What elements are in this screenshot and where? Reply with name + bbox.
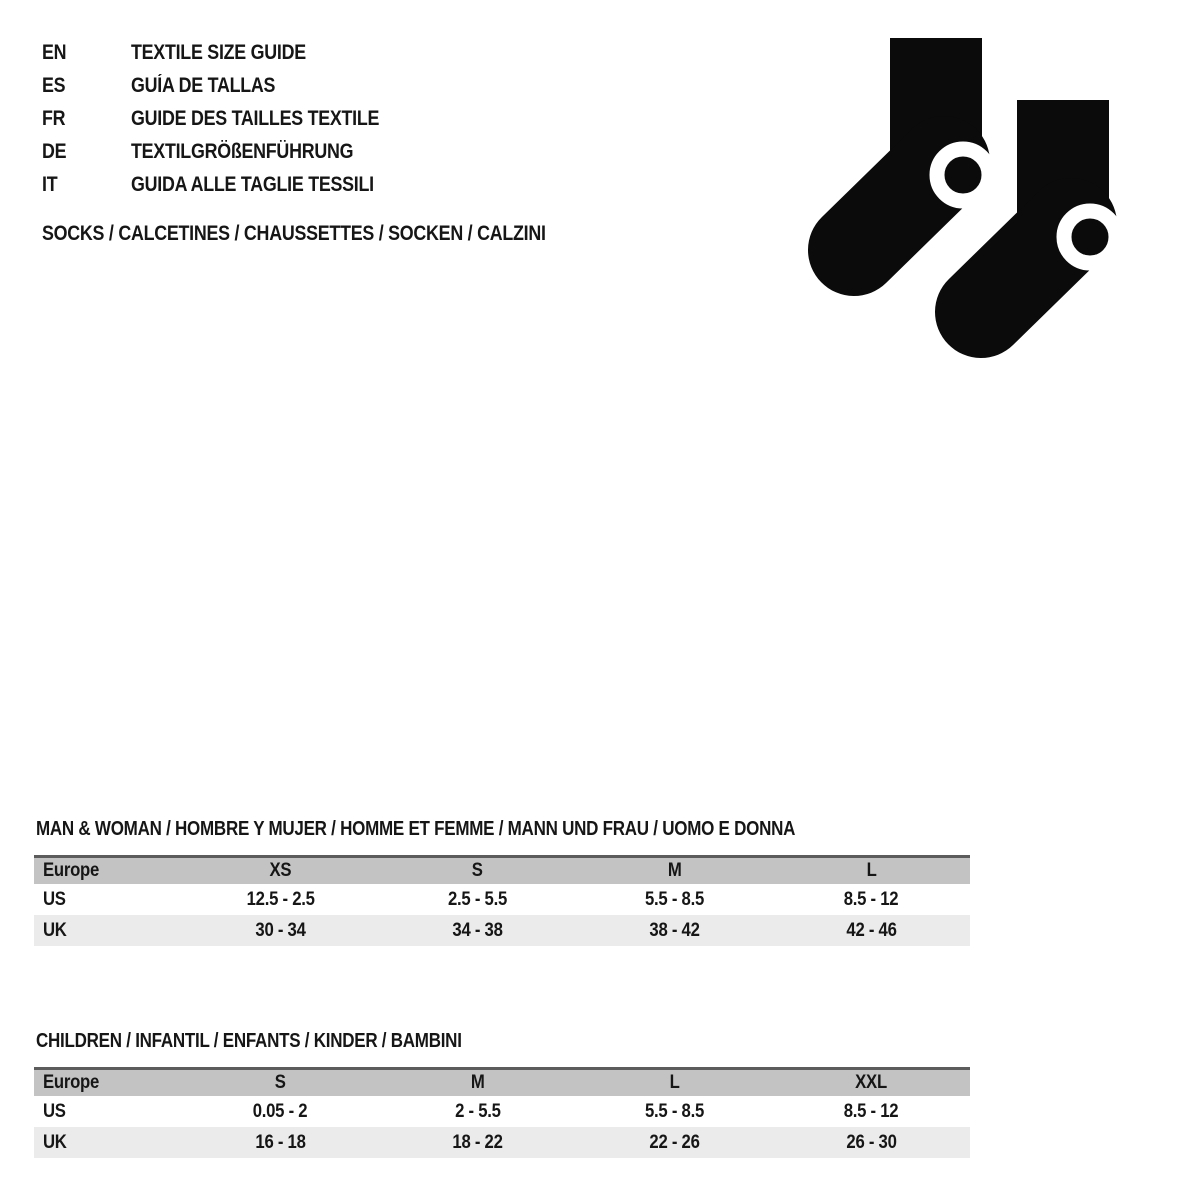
region-label: US (43, 888, 66, 910)
table-title-adults: MAN & WOMAN / HOMBRE Y MUJER / HOMME ET FEMME / MANN UND FRAU / UOMO E DONNA (36, 818, 796, 840)
table-title-children: CHILDREN / INFANTIL / ENFANTS / KINDER / BAMBINI (36, 1030, 462, 1052)
table-row-us (34, 884, 970, 915)
table-row-uk (34, 1127, 970, 1158)
size-cell: 16 - 18 (255, 1131, 306, 1153)
category-line: SOCKS / CALCETINES / CHAUSSETTES / SOCKEN / CALZINI (42, 222, 546, 245)
column-header-size: XS (269, 860, 292, 881)
size-cell: 5.5 - 8.5 (645, 888, 704, 910)
table-row-us (34, 1096, 970, 1127)
size-cell: 5.5 - 8.5 (645, 1100, 704, 1122)
size-cell: 2 - 5.5 (454, 1100, 501, 1122)
table-row-uk (34, 915, 970, 946)
table-header-row (34, 858, 970, 884)
size-cell: 12.5 - 2.5 (246, 888, 315, 910)
language-label: GUIDA ALLE TAGLIE TESSILI (131, 172, 374, 196)
language-code: FR (42, 106, 66, 130)
language-row-es (42, 69, 423, 102)
column-header-size: S (275, 1072, 286, 1093)
size-cell: 22 - 26 (649, 1131, 700, 1153)
language-code: EN (42, 40, 67, 64)
column-header-region: Europe (43, 860, 100, 881)
language-label: GUIDE DES TAILLES TEXTILE (131, 106, 380, 130)
size-cell: 42 - 46 (846, 919, 897, 941)
size-cell: 38 - 42 (649, 919, 700, 941)
size-cell: 2.5 - 5.5 (448, 888, 507, 910)
region-label: UK (43, 1131, 67, 1153)
region-label: US (43, 1100, 66, 1122)
language-row-de (42, 135, 423, 168)
language-code: ES (42, 73, 66, 97)
table-header-row (34, 1070, 970, 1096)
size-cell: 34 - 38 (452, 919, 503, 941)
socks-icon (790, 20, 1140, 370)
column-header-size: L (669, 1072, 680, 1093)
language-label: TEXTILE SIZE GUIDE (131, 40, 306, 64)
size-cell: 30 - 34 (255, 919, 306, 941)
size-table-adults (34, 855, 970, 946)
size-cell: 8.5 - 12 (844, 1100, 899, 1122)
language-code: DE (42, 139, 67, 163)
language-row-fr (42, 102, 423, 135)
size-cell: 18 - 22 (452, 1131, 503, 1153)
column-header-size: XXL (855, 1072, 888, 1093)
column-header-size: M (470, 1072, 485, 1093)
language-row-it (42, 168, 423, 201)
column-header-size: L (866, 860, 877, 881)
size-cell: 0.05 - 2 (253, 1100, 308, 1122)
column-header-size: S (472, 860, 483, 881)
column-header-size: M (667, 860, 682, 881)
language-label: GUÍA DE TALLAS (131, 73, 276, 97)
size-cell: 26 - 30 (846, 1131, 897, 1153)
column-header-region: Europe (43, 1072, 100, 1093)
language-list (42, 36, 423, 201)
language-code: IT (42, 172, 58, 196)
size-cell: 8.5 - 12 (844, 888, 899, 910)
language-label: TEXTILGRÖßENFÜHRUNG (131, 139, 354, 163)
size-table-children (34, 1067, 970, 1158)
region-label: UK (43, 919, 67, 941)
language-row-en (42, 36, 423, 69)
